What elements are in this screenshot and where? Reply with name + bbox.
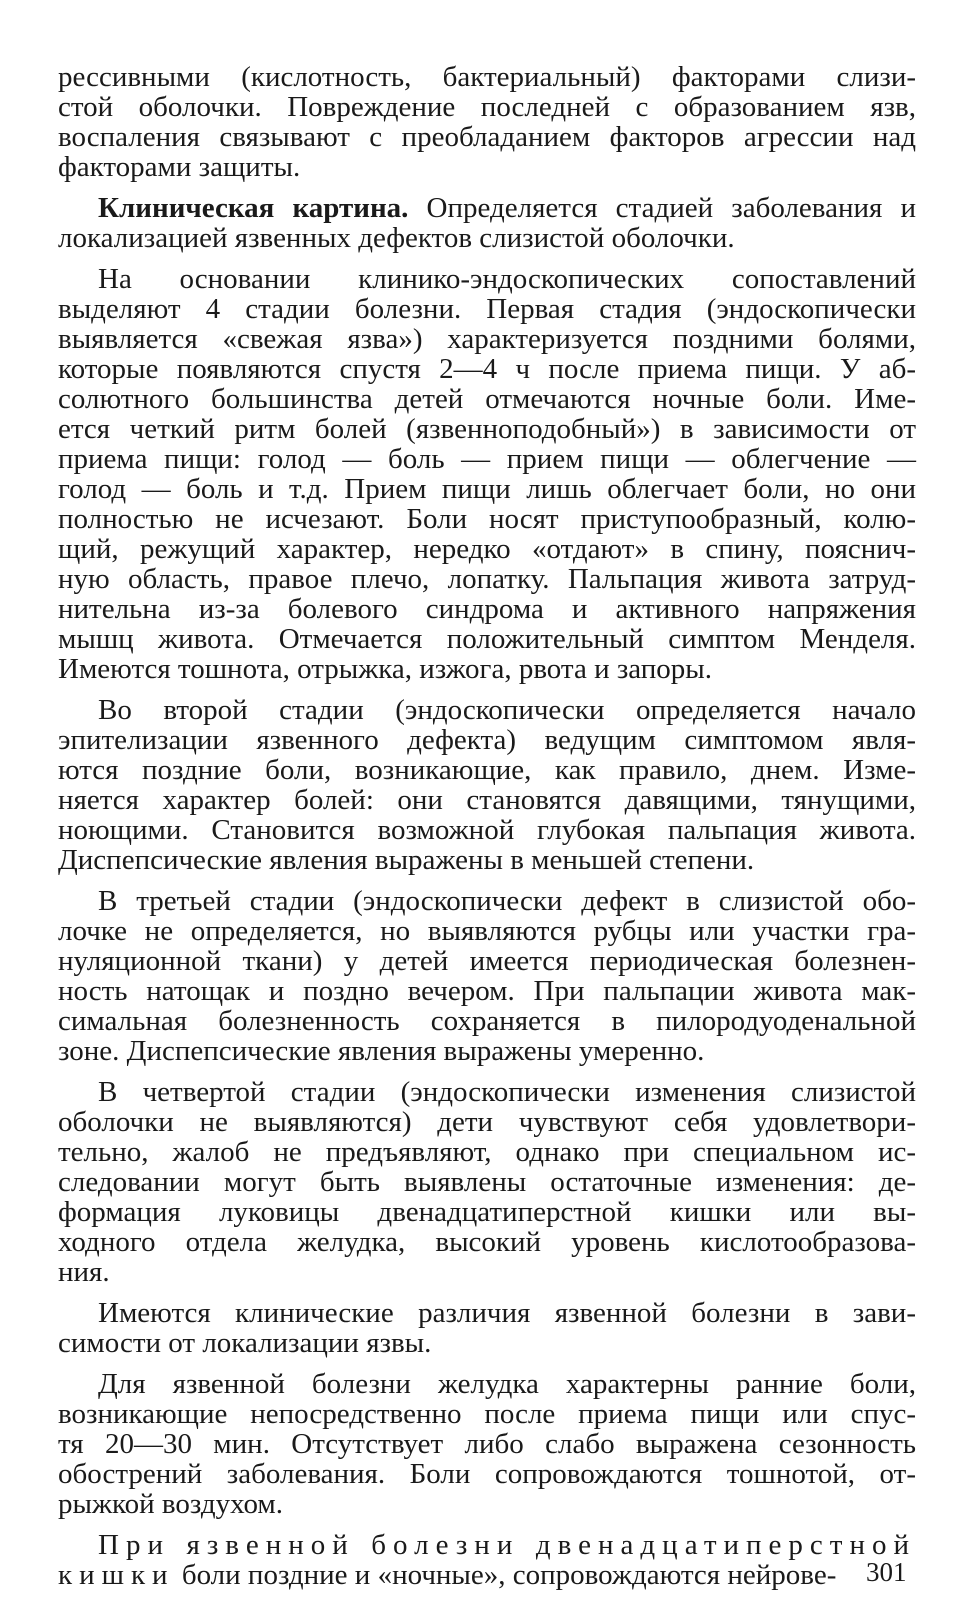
text-line: щий, режущий характер, нередко «отдают» в спину, пояснич- [58,533,916,565]
text-line: мышц живота. Отмечается положительный симптом Менделя. [58,623,916,655]
text-line: Для язвенной болезни желудка характерны ранние боли, [98,1368,916,1400]
text-line: В четвертой стадии (эндоскопически изменения слизистой [98,1076,916,1108]
text-line: ноющими. Становится возможной глубокая пальпация живота. [58,814,916,846]
text-line: нуляционной ткани) у детей имеется периодическая болезнен- [58,945,916,977]
paragraph-clinical-picture-first-line [58,193,916,223]
text-line: лочке не определяется, но выявляются рубцы или участки гра- [58,915,916,947]
text-line: приема пищи: голод — боль — прием пищи — облегчение — [58,443,916,475]
text-line: оболочки не выявляются) дети чувствуют себя удовлетвори- [58,1106,916,1138]
text-run: боли поздние и «ночные», сопровождаются нейрове- [174,1559,837,1591]
text-line: ются поздние боли, возникающие, как правило, днем. Изме- [58,754,916,786]
text-line: нительна из-за болевого синдрома и активного напряжения [58,593,916,625]
text-line: полностью не исчезают. Боли носят приступообразный, колю- [58,503,916,535]
text-line: выделяют 4 стадии болезни. Первая стадия (эндоскопически [58,293,916,325]
text-line: обострений заболевания. Боли сопровождаются тошнотой, от- [58,1458,916,1490]
text-line: На основании клинико-эндоскопических сопоставлений [98,263,916,295]
text-line: возникающие непосредственно после приема пищи или спус- [58,1398,916,1430]
text-line: локализацией язвенных дефектов слизистой оболочки. [58,222,735,254]
text-line: ную область, правое плечо, лопатку. Пальпация живота затруд- [58,563,916,595]
text-line: Имеются тошнота, отрыжка, изжога, рвота и запоры. [58,653,713,685]
text-line: факторами защиты. [58,151,301,183]
text-line: рыжкой воздухом. [58,1488,284,1520]
text-line: эпителизации язвенного дефекта) ведущим симптомом явля- [58,724,916,756]
text-line: ется четкий ритм болей (язвенноподобный») в зависимости от [58,413,916,445]
text-line: симости от локализации язвы. [58,1327,432,1359]
text-line: рессивными (кислотность, бактериальный) факторами слизи- [58,61,916,93]
text-line: няется характер болей: они становятся давящими, тянущими, [58,784,916,816]
text-line: которые появляются спустя 2—4 ч после приема пищи. У аб- [58,353,916,385]
text-line: Имеются клинические различия язвенной болезни в зави- [98,1297,916,1329]
text-line: стой оболочки. Повреждение последней с образованием язв, [58,91,916,123]
text-run: Определяется стадией заболевания и [408,192,917,224]
text-line [58,1560,916,1590]
text-line: тельно, жалоб не предъявляют, однако при специальном ис- [58,1136,916,1168]
text-line: ность натощак и поздно вечером. При пальпации живота мак- [58,975,916,1007]
text-line: симальная болезненность сохраняется в пилородуоденальной [58,1005,916,1037]
text-line: В третьей стадии (эндоскопически дефект в слизистой обо- [98,885,916,917]
text-run-spaced: кишки [58,1559,175,1591]
text-line: выявляется «свежая язва») характеризуется поздними болями, [58,323,916,355]
text-line: Во второй стадии (эндоскопически определяется начало [98,694,916,726]
text-line: Диспепсические явления выражены в меньшей степени. [58,844,755,876]
text-line: ния. [58,1256,110,1288]
text-line: ходного отдела желудка, высокий уровень кислотообразова- [58,1226,916,1258]
text-line: воспаления связывают с преобладанием факторов агрессии над [58,121,916,153]
page-number: 301 [866,1557,907,1587]
text-line: солютного большинства детей отмечаются ночные боли. Име- [58,383,916,415]
text-line: формация луковицы двенадцатиперстной кишки или вы- [58,1196,916,1228]
page-text [58,62,916,1590]
text-line-spaced: При язвенной болезни двенадцатиперстной [98,1529,916,1561]
text-line: следовании могут быть выявлены остаточные изменения: де- [58,1166,916,1198]
text-line: тя 20—30 мин. Отсутствует либо слабо выражена сезонность [58,1428,916,1460]
text-line: голод — боль и т.д. Прием пищи лишь облегчает боли, но они [58,473,916,505]
text-line: зоне. Диспепсические явления выражены умеренно. [58,1035,705,1067]
clinical-picture-heading: Клиническая картина. [98,192,409,224]
